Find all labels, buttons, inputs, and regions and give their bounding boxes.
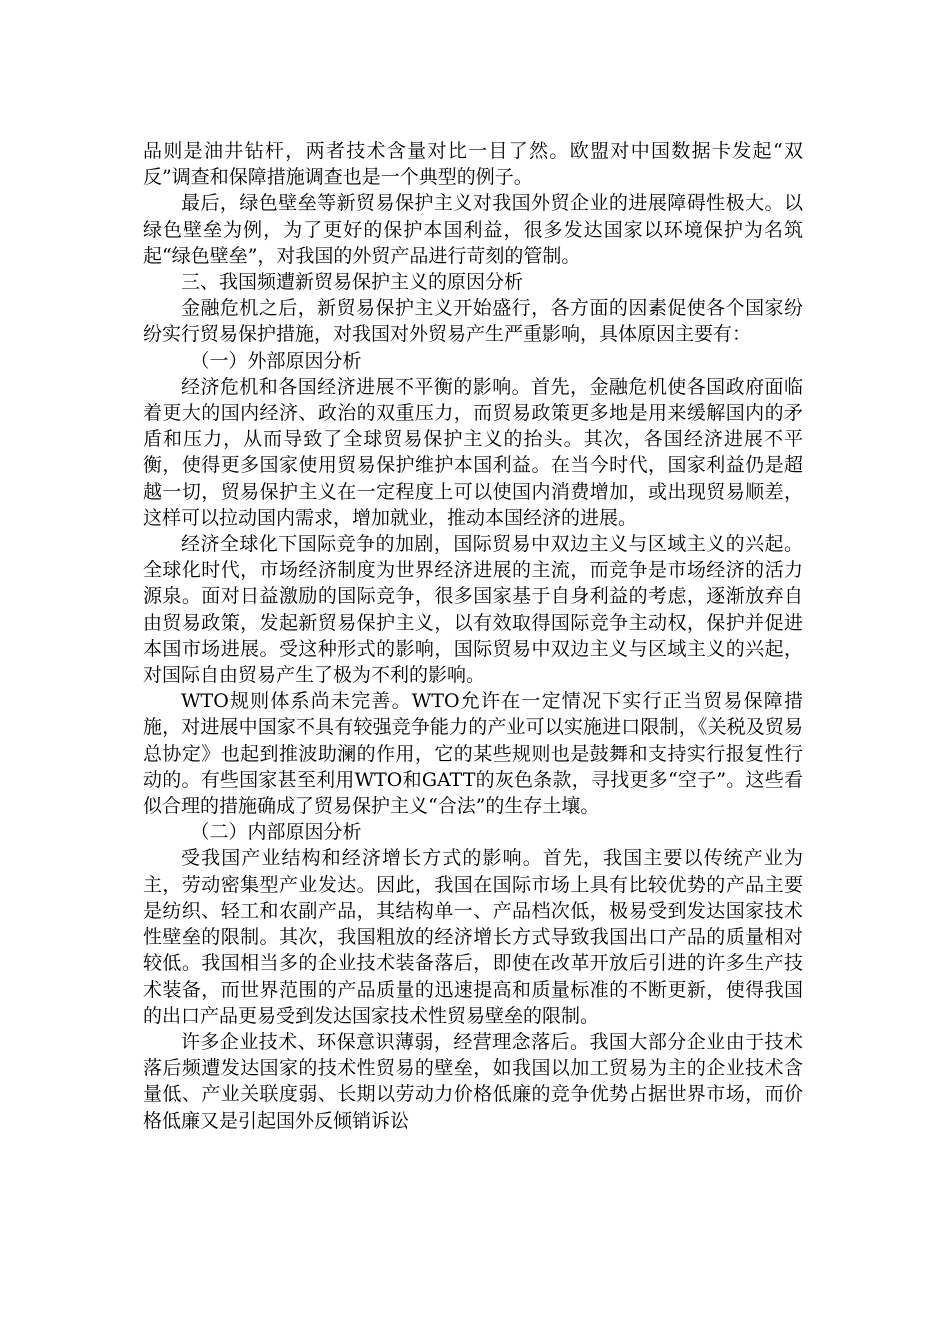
subheading-external: （一）外部原因分析 xyxy=(190,349,362,372)
paragraph-wto: WTO规则体系尚未完善。WTO允许在一定情况下实行正当贸易保障措施，对进展中国家不具有较强竞争能力的产业可以实施进口限制，《关税及贸易总协定》也起到推波助澜的作用，它的某些规则也是鼓舞和支持实行报复性行动的。有些国家甚至利用WTO和GATT的灰色条款，寻找更多“空子”。这些看似合理的措施确成了贸易保护主义“合法”的生存土壤。 xyxy=(143,690,803,818)
paragraph-continuation: 品则是油井钻杆，两者技术含量对比一目了然。欧盟对中国数据卡发起“双反”调查和保障措施调查也是一个典型的例子。 xyxy=(143,140,803,189)
paragraph-globalization: 经济全球化下国际竞争的加剧，国际贸易中双边主义与区域主义的兴起。全球化时代，市场经济制度为世界经济进展的主流，而竞争是市场经济的活力源泉。面对日益激励的国际竞争，很多国家基于自身利益的考虑，逐渐放弃自由贸易政策，发起新贸易保护主义，以有效取得国际竞争主动权，保护并促进本国市场进展。受这种形式的影响，国际贸易中双边主义与区域主义的兴起，对国际自由贸易产生了极为不利的影响。 xyxy=(143,533,803,687)
paragraph-green-barrier: 最后，绿色壁垒等新贸易保护主义对我国外贸企业的进展障碍性极大。以绿色壁垒为例，为了更好的保护本国利益，很多发达国家以环境保护为名筑起“绿色壁垒”，对我国的外贸产品进行苛刻的管制。 xyxy=(143,192,803,267)
paragraph-industry-structure: 受我国产业结构和经济增长方式的影响。首先，我国主要以传统产业为主，劳动密集型产业发达。因此，我国在国际市场上具有比较优势的产品主要是纺织、轻工和农副产品，其结构单一、产品档次低，极易受到发达国家技术性壁垒的限制。其次，我国粗放的经济增长方式导致我国出口产品的质量相对较低。我国相当多的企业技术装备落后，即使在改革开放后引进的许多生产技术装备，而世界范围的产品质量的迅速提高和质量标准的不断更新，使得我国的出口产品更易受到发达国家技术性贸易壁垒的限制。 xyxy=(143,847,803,1027)
document-page xyxy=(143,138,803,1134)
paragraph-intro-causes: 金融危机之后，新贸易保护主义开始盛行，各方面的因素促使各个国家纷纷实行贸易保护措施，对我国对外贸易产生严重影响，具体原因主要有： xyxy=(143,297,803,346)
paragraph-economic-crisis: 经济危机和各国经济进展不平衡的影响。首先，金融危机使各国政府面临着更大的国内经济、政治的双重压力，而贸易政策更多地是用来缓解国内的矛盾和压力，从而导致了全球贸易保护主义的抬头。其次，各国经济进展不平衡，使得更多国家使用贸易保护维护本国利益。在当今时代，国家利益仍是超越一切，贸易保护主义在一定程度上可以使国内消费增加，或出现贸易顺差，这样可以拉动国内需求，增加就业，推动本国经济的进展。 xyxy=(143,375,803,529)
section-heading-3: 三、我国频遭新贸易保护主义的原因分析 xyxy=(181,271,524,294)
paragraph-enterprise-awareness: 许多企业技术、环保意识薄弱，经营理念落后。我国大部分企业由于技术落后频遭发达国家的技术性贸易的壁垒，如我国以加工贸易为主的企业技术含量低、产业关联度弱、长期以劳动力价格低廉的竞争优势占据世界市场，而价格低廉又是引起国外反倾销诉讼 xyxy=(143,1030,803,1132)
subheading-internal: （二）内部原因分析 xyxy=(190,821,362,844)
